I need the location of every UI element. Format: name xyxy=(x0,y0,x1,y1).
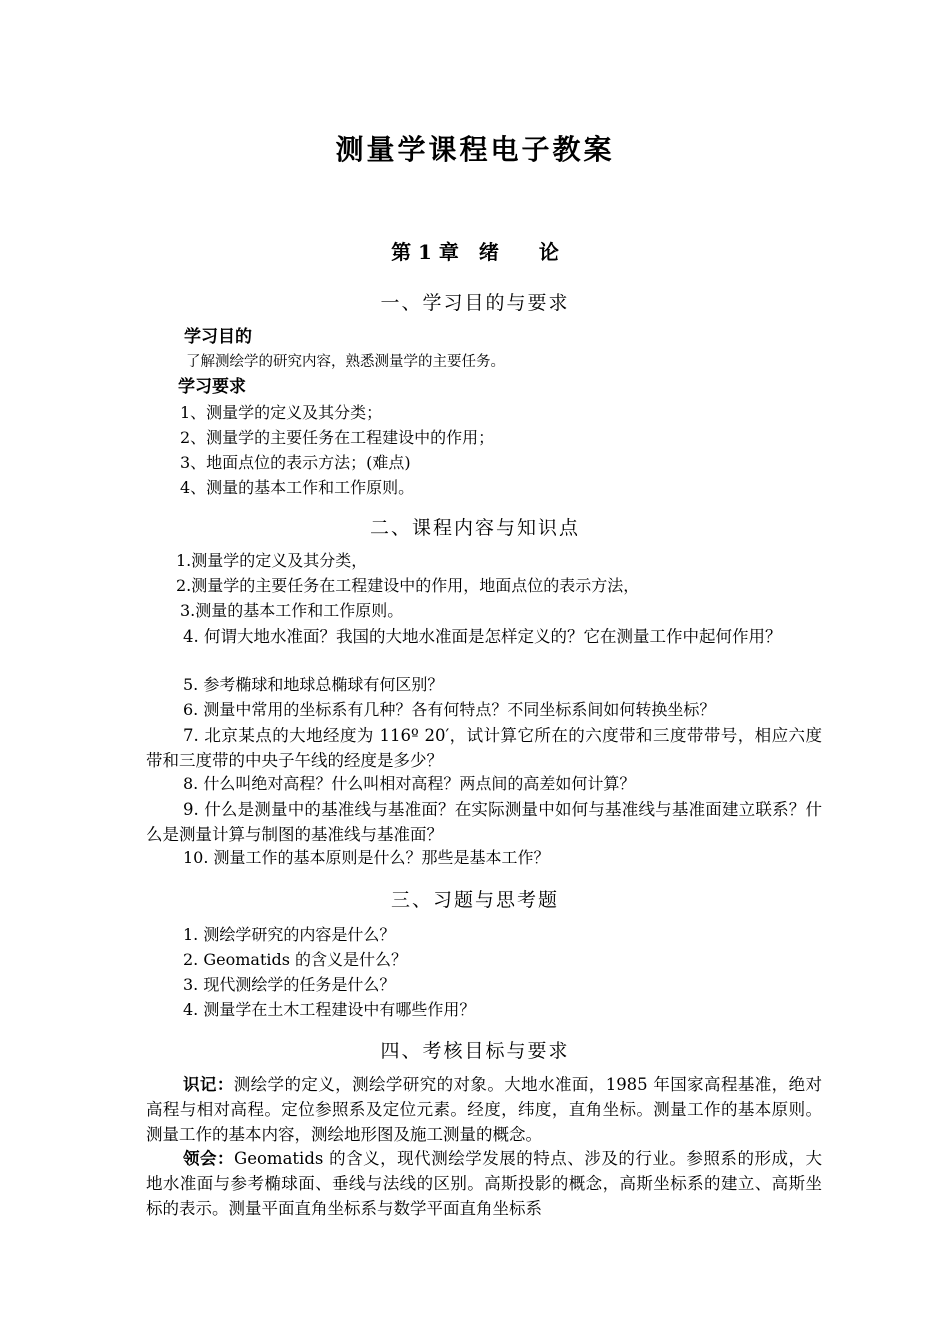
content-point: 2.测量学的主要任务在工程建设中的作用，地面点位的表示方法， xyxy=(176,576,640,595)
recall-text: 测绘学的定义，测绘学研究的对象。大地水准面，1985 年国家高程基准，绝对高程与相对高程。定位参照系及定位元素。经度，纬度，直角坐标。测量工作的基本原则。测量工作的基本内容，测绘地形图及施工测量的概念。 xyxy=(146,1075,822,1144)
requirement-item: 1、测量学的定义及其分类； xyxy=(180,403,383,422)
exercise-item: 4. 测量学在土木工程建设中有哪些作用？ xyxy=(183,1000,476,1019)
content-point: 6. 测量中常用的坐标系有几种？各有何特点？不同坐标系间如何转换坐标？ xyxy=(183,700,716,719)
chapter-heading: 第 1 章 绪 论 xyxy=(391,240,559,264)
content-point: 1.测量学的定义及其分类， xyxy=(176,551,368,570)
section-heading-assessment: 四、考核目标与要求 xyxy=(380,1040,570,1062)
exercise-item: 3. 现代测绘学的任务是什么？ xyxy=(183,975,396,994)
content-point: 4. 何谓大地水准面？我国的大地水准面是怎样定义的？它在测量工作中起何作用？ xyxy=(183,627,782,646)
assessment-understand xyxy=(146,1146,822,1221)
requirement-item: 3、地面点位的表示方法；(难点) xyxy=(180,453,411,472)
exercise-item: 1. 测绘学研究的内容是什么？ xyxy=(183,925,396,944)
section-heading-exercises: 三、习题与思考题 xyxy=(390,889,559,911)
purpose-text: 了解测绘学的研究内容，熟悉测量学的主要任务。 xyxy=(186,354,505,370)
recall-label: 识记： xyxy=(183,1075,234,1094)
content-point: 9. 什么是测量中的基准线与基准面？在实际测量中如何与基准线与基准面建立联系？什么是测量计算与制图的基准线与基准面？ xyxy=(146,800,822,844)
content-point: 3.测量的基本工作和工作原则。 xyxy=(180,601,404,620)
content-point: 8. 什么叫绝对高程？什么叫相对高程？两点间的高差如何计算？ xyxy=(183,774,636,793)
assessment-recall xyxy=(146,1072,822,1147)
content-point: 7. 北京某点的大地经度为 116º 20′，试计算它所在的六度带和三度带带号，相应六度带和三度带的中央子午线的经度是多少？ xyxy=(146,726,822,770)
exercise-item: 2. Geomatids 的含义是什么？ xyxy=(183,950,408,969)
understand-text: Geomatids 的含义，现代测绘学发展的特点、涉及的行业。参照系的形成，大地水准面与参考椭球面、垂线与法线的区别。高斯投影的概念，高斯坐标系的建立、高斯坐标的表示。测量平面直角坐标系与数学平面直角坐标系 xyxy=(146,1149,823,1218)
section-heading-content: 二、课程内容与知识点 xyxy=(369,517,580,539)
document-title: 测量学课程电子教案 xyxy=(335,133,615,166)
section-heading-goals: 一、学习目的与要求 xyxy=(380,292,570,314)
requirement-item: 2、测量学的主要任务在工程建设中的作用； xyxy=(180,428,495,447)
content-point: 5. 参考椭球和地球总椭球有何区别？ xyxy=(183,675,444,694)
content-point: 10. 测量工作的基本原则是什么？那些是基本工作？ xyxy=(183,848,550,867)
understand-label: 领会： xyxy=(183,1149,235,1168)
requirements-heading: 学习要求 xyxy=(178,377,246,397)
purpose-heading: 学习目的 xyxy=(184,327,252,347)
requirement-item: 4、测量的基本工作和工作原则。 xyxy=(180,478,415,497)
